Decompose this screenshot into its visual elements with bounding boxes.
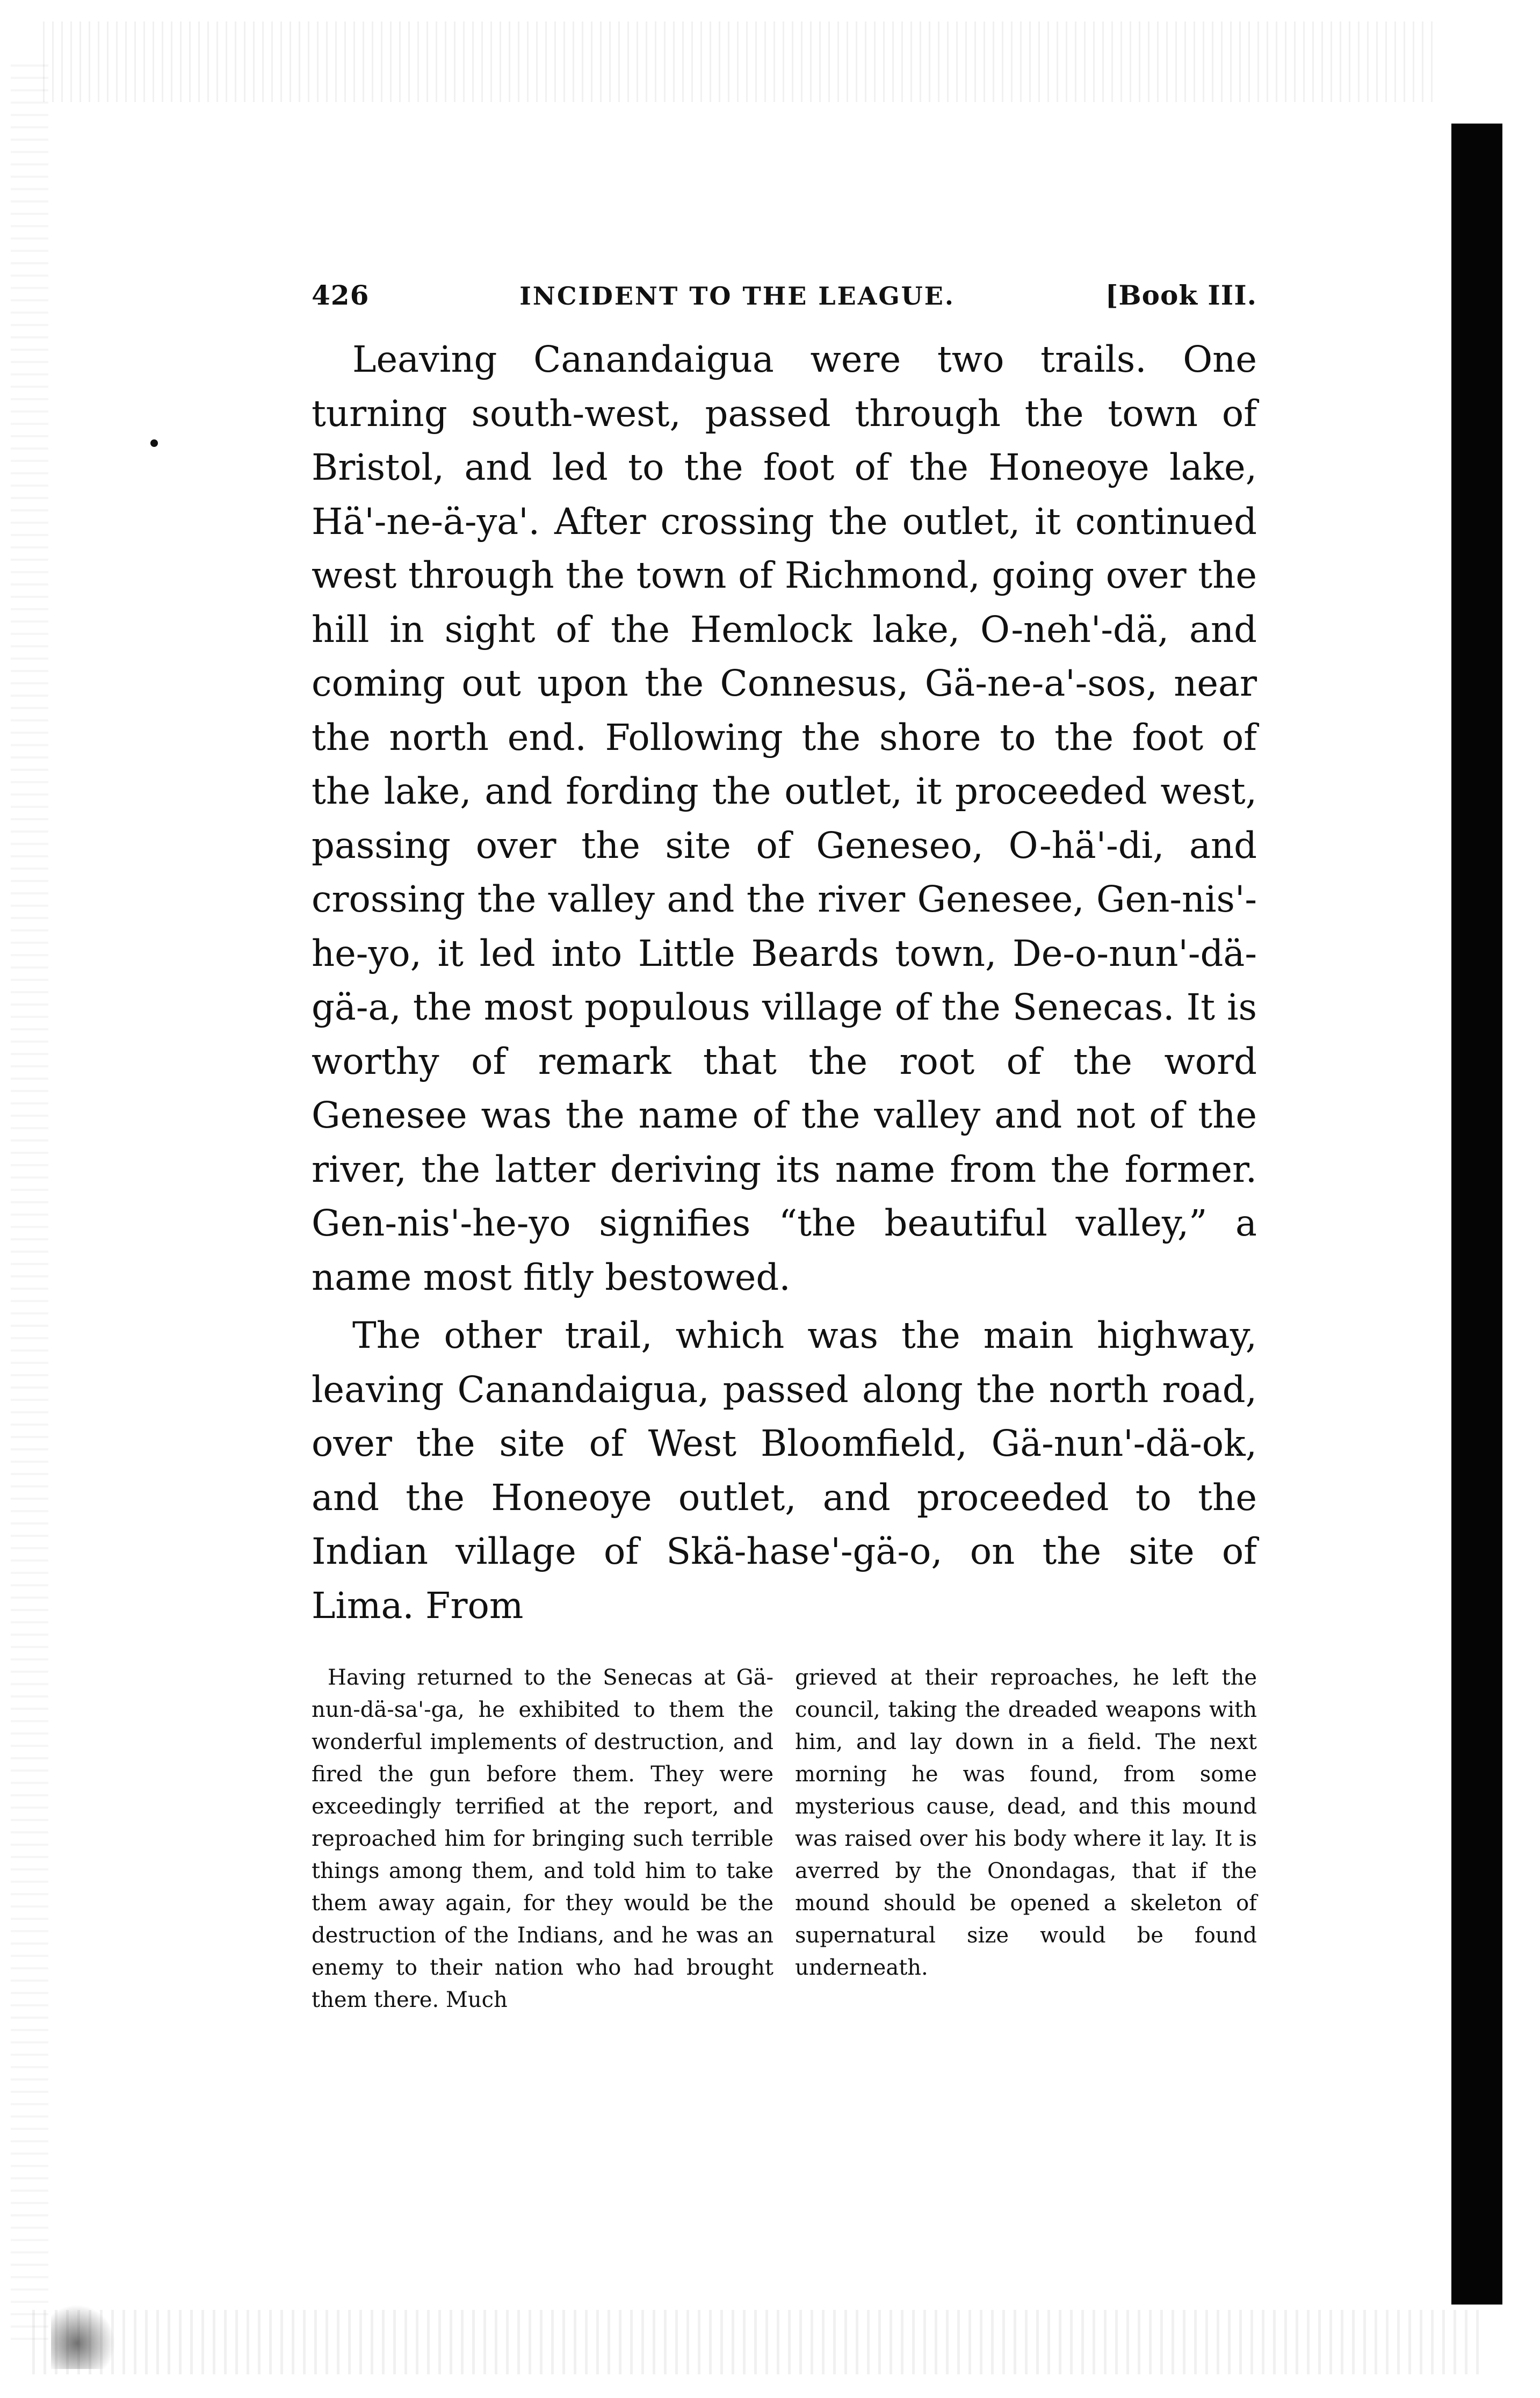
footnote-column-left [312, 1662, 773, 2016]
scan-edge-bottom [32, 2310, 1483, 2374]
scan-edge-top [43, 21, 1440, 102]
running-head-title: INCIDENT TO THE LEAGUE. [519, 281, 955, 310]
footnote [312, 1662, 1257, 2016]
margin-mark [150, 439, 158, 447]
scan-edge-left [11, 64, 48, 2348]
page-number: 426 [312, 279, 370, 311]
scan-corner-smudge [51, 2305, 115, 2369]
binding-shadow [1451, 124, 1502, 2305]
footnote-text-right: grieved at their reproaches, he left the council, taking the dreaded weapons with him, and lay down in a field. The next morning he was found, from some mysterious cause, dead, and this mound was raised over his body where it lay. It is averred by the Onondagas, that if the mound should be opened a skeleton of supernatural size would be found underneath. [795, 1665, 1257, 1980]
paragraph-main-highway: The other trail, which was the main highway, leaving Canandaigua, passed along the north road, over the site of West Bloomfield, Gä-nun'-dä-ok, and the Honeoye outlet, and proceeded to the Indian village of Skä-hase'-gä-o, on the site of Lima. From [312, 1314, 1257, 1627]
running-head-section: [Book III. [1105, 279, 1257, 311]
body-text [312, 333, 1257, 1633]
footnote-column-right [795, 1662, 1257, 2016]
footnote-text-left: Having returned to the Senecas at Gä-nun-dä-sa'-ga, he exhibited to them the wonderful implements of destruction, and fired the gun before them. They were exceedingly terrified at the report, and reproached him for bringing such terrible things among them, and told him to take them away again, for they would be the destruction of the Indians, and he was an enemy to their nation who had brought them there. Much [312, 1665, 773, 2012]
running-head [312, 279, 1257, 311]
paragraph-trails: Leaving Canandaigua were two trails. One turning south-west, passed through the town of Bristol, and led to the foot of the Honeoye lake, Hä'-ne-ä-ya'. After crossing the outlet, it continued west through the town of Richmond, going over the hill in sight of the Hemlock lake, O-neh'-dä, and coming out upon the Connesus, Gä-ne-a'-sos, near the north end. Following the shore to the foot of the lake, and fording the outlet, it proceeded west, passing over the site of Geneseo, O-hä'-di, and crossing the valley and the river Genesee, Gen-nis'-he-yo, it led into Little Beards town, De-o-nun'-dä-gä-a, the most populous village of the Senecas. It is worthy of remark that the root of the word Genesee was the name of the valley and not of the river, the latter deriving its name from the former. Gen-nis'-he-yo signifies “the beautiful valley,” a name most fitly bestowed. [312, 338, 1257, 1298]
book-page [312, 279, 1257, 2016]
